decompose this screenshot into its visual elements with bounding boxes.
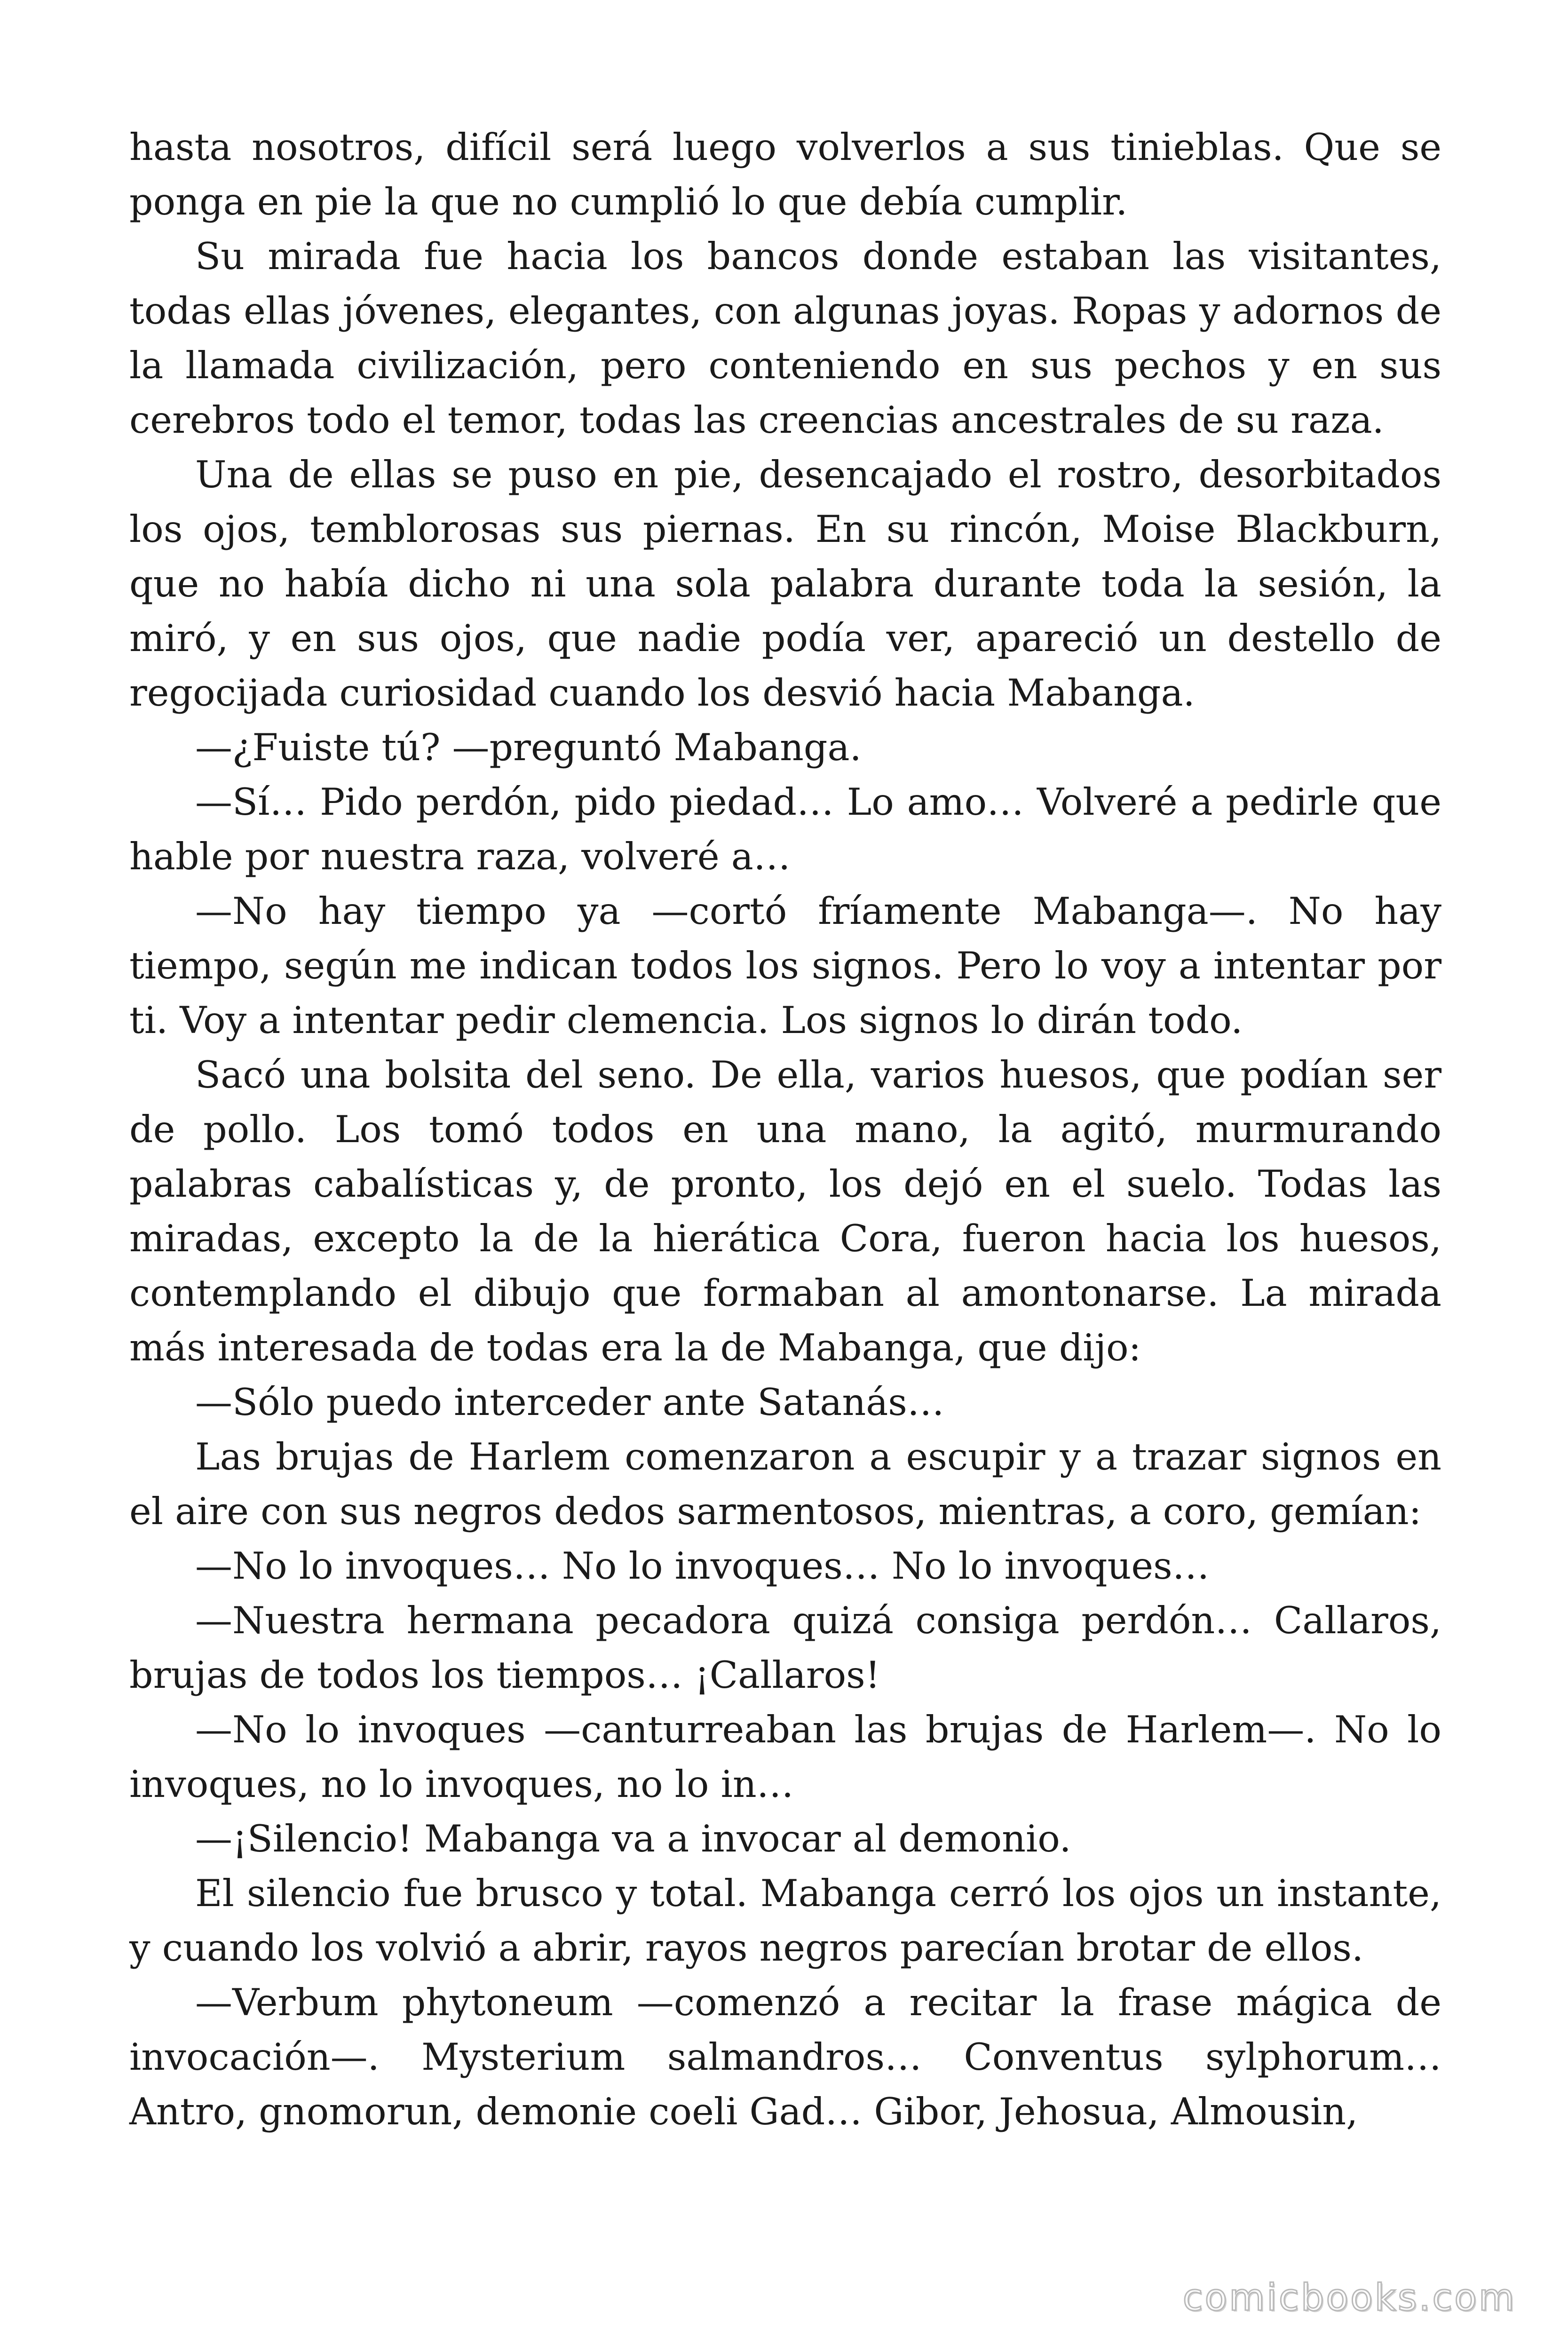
paragraph-continued: hasta nosotros, difícil será luego volverlos a sus tinieblas. Que se ponga en pie la que no cumplió lo que debía cumplir. bbox=[129, 126, 1441, 223]
paragraph: —¿Fuiste tú? —preguntó Mabanga. bbox=[195, 726, 862, 769]
paragraph: —No lo invoques —canturreaban las brujas de Harlem—. No lo invoques, no lo invoques, no lo in… bbox=[129, 1708, 1441, 1806]
paragraph: —Sólo puedo interceder ante Satanás… bbox=[195, 1381, 944, 1424]
paragraph: Su mirada fue hacia los bancos donde estaban las visitantes, todas ellas jóvenes, elegantes, con algunas joyas. Ropas y adornos de la llamada civilización, pero conteniendo en sus pechos y en sus cerebros todo el temor, todas las creencias ancestrales de su raza. bbox=[129, 235, 1441, 442]
paragraph: —No lo invoques… No lo invoques… No lo invoques… bbox=[195, 1544, 1210, 1588]
paragraph: Sacó una bolsita del seno. De ella, varios huesos, que podían ser de pollo. Los tomó todos en una mano, la agitó, murmurando palabras cabalísticas y, de pronto, los dejó en el suelo. Todas las miradas, excepto la de la hierática Cora, fueron hacia los huesos, contemplando el dibujo que formaban al amontonarse. La mirada más interesada de todas era la de Mabanga, que dijo: bbox=[129, 1053, 1441, 1369]
paragraph: —¡Silencio! Mabanga va a invocar al demonio. bbox=[195, 1817, 1071, 1860]
paragraph: —Nuestra hermana pecadora quizá consiga perdón… Callaros, brujas de todos los tiempos… ¡Callaros! bbox=[129, 1599, 1441, 1697]
page-body-text bbox=[129, 120, 1441, 2139]
paragraph: El silencio fue brusco y total. Mabanga cerró los ojos un instante, y cuando los volvió a abrir, rayos negros parecían brotar de ellos. bbox=[129, 1872, 1441, 1970]
paragraph: Una de ellas se puso en pie, desencajado el rostro, desorbitados los ojos, temblorosas sus piernas. En su rincón, Moise Blackburn, que no había dicho ni una sola palabra durante toda la sesión, la miró, y en sus ojos, que nadie podía ver, apareció un destello de regocijada curiosidad cuando los desvió hacia Mabanga. bbox=[129, 453, 1441, 715]
watermark-text: comicbooks.com bbox=[1182, 2277, 1516, 2319]
paragraph: —Sí… Pido perdón, pido piedad… Lo amo… Volveré a pedirle que hable por nuestra raza, volveré a… bbox=[129, 780, 1441, 878]
paragraph: Las brujas de Harlem comenzaron a escupir y a trazar signos en el aire con sus negros dedos sarmentosos, mientras, a coro, gemían: bbox=[129, 1435, 1441, 1533]
paragraph: —Verbum phytoneum —comenzó a recitar la frase mágica de invocación—. Mysterium salmandros… Conventus sylphorum… Antro, gnomorun, demonie coeli Gad… Gibor, Jehosua, Almousin, bbox=[129, 1981, 1441, 2133]
paragraph: —No hay tiempo ya —cortó fríamente Mabanga—. No hay tiempo, según me indican todos los signos. Pero lo voy a intentar por ti. Voy a intentar pedir clemencia. Los signos lo dirán todo. bbox=[129, 890, 1441, 1042]
